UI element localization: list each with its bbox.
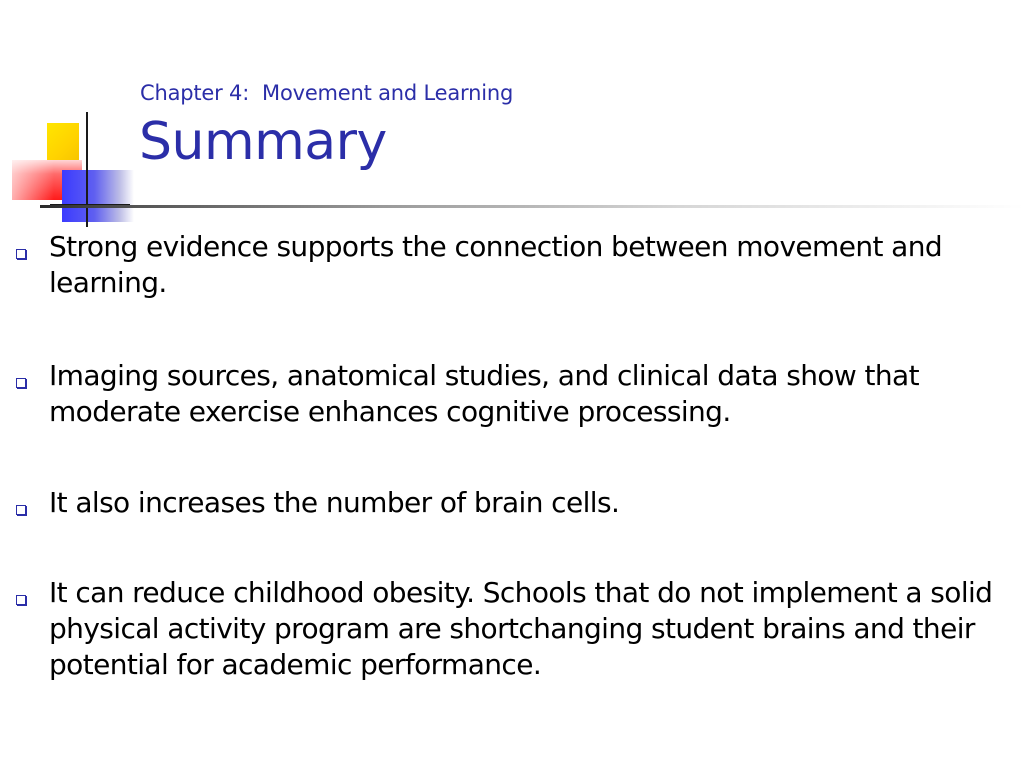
bullet-text: Strong evidence supports the connection between movement and learning. [49, 230, 943, 299]
logo-blue-square [62, 170, 134, 222]
slide-subtitle: Chapter 4: Movement and Learning [140, 81, 514, 105]
logo-yellow-square [47, 123, 79, 163]
logo-vertical-line [86, 112, 88, 227]
bullet-text: Imaging sources, anatomical studies, and clinical data show that moderate exercise enhances cognitive processing. [49, 359, 919, 428]
title-underline-rule [40, 205, 1024, 208]
bullet-text: It can reduce childhood obesity. Schools that do not implement a solid physical activity program are shortchanging student brains and their potential for academic performance. [49, 576, 993, 681]
hollow-square-bullet-icon [16, 378, 26, 388]
bullet-text: It also increases the number of brain cells. [49, 486, 620, 519]
hollow-square-bullet-icon [16, 249, 26, 259]
decorative-logo [0, 0, 160, 240]
slide-title: Summary [139, 112, 387, 172]
hollow-square-bullet-icon [16, 595, 26, 605]
hollow-square-bullet-icon [16, 505, 26, 515]
